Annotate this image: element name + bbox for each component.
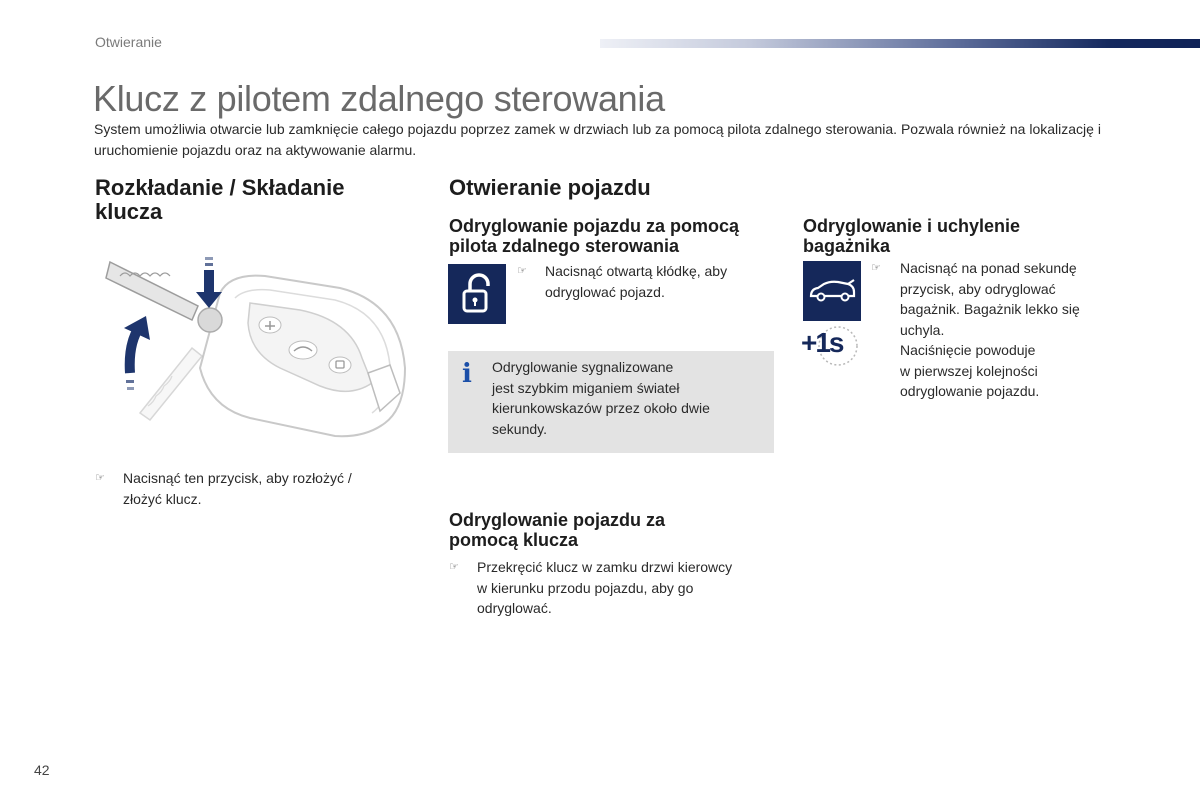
key-bullet-line1: Przekręcić klucz w zamku drzwi kierowcy xyxy=(477,559,733,575)
key-fob-body-icon xyxy=(200,276,405,437)
key-fob-illustration xyxy=(100,248,420,448)
trunk-heading-line1: Odryglowanie i uchylenie xyxy=(803,216,1021,236)
left-bullet-line1: Nacisnąć ten przycisk, aby rozłożyć / xyxy=(123,470,352,486)
left-heading-line1: Rozkładanie / Składanie xyxy=(95,175,345,200)
key-heading-line1: Odryglowanie pojazdu za xyxy=(449,510,666,530)
key-heading-line2: pomocą klucza xyxy=(449,530,579,550)
info-icon: i xyxy=(462,359,472,389)
left-heading-line2: klucza xyxy=(95,199,163,224)
release-button-icon xyxy=(198,308,222,332)
key-blade-folded-icon xyxy=(140,348,202,420)
pointing-hand-icon: ☞ xyxy=(95,472,105,484)
trunk-heading-line2: bagażnika xyxy=(803,236,891,256)
remote-bullet xyxy=(517,261,767,302)
info-text xyxy=(492,357,752,439)
plus-one-second-icon xyxy=(801,325,859,367)
key-heading xyxy=(449,510,665,550)
info-box xyxy=(448,351,774,453)
trunk-bullet-line2: przycisk, aby odryglować xyxy=(900,280,1056,297)
page-number: 42 xyxy=(34,762,50,778)
remote-heading xyxy=(449,216,739,256)
open-padlock-icon xyxy=(460,273,494,315)
fold-arrow-icon xyxy=(124,316,150,390)
unlock-button-tile xyxy=(448,264,506,324)
pointing-hand-icon: ☞ xyxy=(517,265,527,277)
section-label: Otwieranie xyxy=(95,34,162,50)
left-bullet-line2: złożyć klucz. xyxy=(123,490,202,507)
trunk-bullet-line1: Nacisnąć na ponad sekundę xyxy=(900,260,1077,276)
info-line1: Odryglowanie sygnalizowane xyxy=(492,359,674,375)
trunk-para-line2: w pierwszej kolejności xyxy=(900,362,1038,379)
header-gradient-bar xyxy=(600,39,1200,48)
plus-one-second-label: +1s xyxy=(801,327,843,358)
remote-bullet-line1: Nacisnąć otwartą kłódkę, aby xyxy=(545,263,728,279)
key-bullet-line3: odryglować. xyxy=(477,600,552,616)
middle-heading: Otwieranie pojazdu xyxy=(449,175,651,200)
info-line3: kierunkowskazów przez około dwie xyxy=(492,400,710,416)
trunk-bullet-line3: bagażnik. Bagażnik lekko się xyxy=(900,301,1080,317)
trunk-para-line1: Naciśnięcie powoduje xyxy=(900,342,1036,358)
key-blade-icon xyxy=(106,262,198,320)
page-title: Klucz z pilotem zdalnego sterowania xyxy=(93,78,665,119)
left-bullet xyxy=(95,468,395,509)
key-bullet-line2: w kierunku przodu pojazdu, aby go xyxy=(477,579,694,596)
pointing-hand-icon: ☞ xyxy=(449,561,459,573)
remote-bullet-line2: odryglować pojazd. xyxy=(545,283,665,300)
trunk-bullet-line4: uchyla. xyxy=(900,321,945,338)
info-line4: sekundy. xyxy=(492,420,547,437)
trunk-bullet xyxy=(871,258,1131,402)
remote-heading-line2: pilota zdalnego sterowania xyxy=(449,236,680,256)
trunk-button-tile xyxy=(803,261,861,321)
pointing-hand-icon: ☞ xyxy=(871,262,881,274)
key-bullet xyxy=(449,557,779,619)
remote-heading-line1: Odryglowanie pojazdu za pomocą xyxy=(449,216,740,236)
trunk-para-line3: odryglowanie pojazdu. xyxy=(900,383,1040,399)
car-trunk-icon xyxy=(808,278,856,304)
left-heading xyxy=(95,176,344,224)
intro-paragraph: System umożliwia otwarcie lub zamknięcie całego pojazdu poprzez zamek w drzwiach lub za pomocą pilota zdalnego sterowania. Pozwala również na lokalizację i uruchomienie pojazdu oraz na aktywowanie alarmu. xyxy=(94,121,1101,158)
trunk-heading xyxy=(803,216,1020,256)
info-line2: jest szybkim miganiem świateł xyxy=(492,379,680,396)
